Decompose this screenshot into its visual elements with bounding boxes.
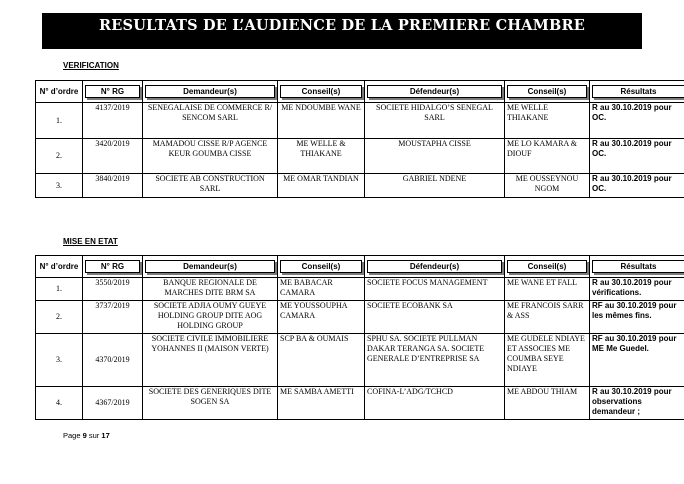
header-demandeur: Demandeur(s) [143,81,278,103]
defendeur-cell: SPHU SA. SOCIETE PULLMAN DAKAR TERANGA SA. SOCIETE GENERALE D’ENTREPRISE SA [365,334,505,387]
page-number [63,431,110,440]
rg-number: 4137/2019 [83,103,143,139]
table-header-row [36,256,684,278]
page-separator: sur [88,431,100,440]
section-title-mise-en-etat: MISE EN ETAT [63,237,118,246]
header-defendeur: Défendeur(s) [365,256,505,278]
conseil-cell: ME NDOUMBE WANE [278,103,365,139]
rg-number: 3550/2019 [83,278,143,301]
rg-number: 3737/2019 [83,301,143,334]
page-prefix: Page [63,431,81,440]
row-number: 2. [36,139,83,174]
header-resultats: Résultats [590,256,684,278]
header-demandeur: Demandeur(s) [143,256,278,278]
conseil-cell: ME WELLE & THIAKANE [278,139,365,174]
current-page: 9 [82,431,87,440]
table-row [36,387,684,420]
conseil-cell: ME SAMBA AMETTI [278,387,365,420]
header-defendeur: Défendeur(s) [365,81,505,103]
resultats-cell: R au 30.10.2019 pour vérifications. [590,278,684,301]
header-conseil: Conseil(s) [505,81,590,103]
page-banner [42,13,642,49]
row-number: 1. [36,278,83,301]
defendeur-cell: COFINA-L’ADG/TCHCD [365,387,505,420]
page-title: RESULTATS DE L’AUDIENCE DE LA PREMIERE CHAMBRE [99,17,585,34]
defendeur-cell: SOCIETE ECOBANK SA [365,301,505,334]
table-header-row [36,81,684,103]
table-row [36,103,684,139]
conseil-cell: ME WELLE THIAKANE [505,103,590,139]
table-row [36,139,684,174]
header-rg: N° RG [83,256,143,278]
resultats-cell: R au 30.10.2019 pour OC. [590,174,684,198]
demandeur-cell: SOCIETE ADJIA OUMY GUEYE HOLDING GROUP DITE AOG HOLDING GROUP [143,301,278,334]
demandeur-cell: SOCIETE AB CONSTRUCTION SARL [143,174,278,198]
total-pages: 17 [101,431,110,440]
defendeur-cell: SOCIETE FOCUS MANAGEMENT [365,278,505,301]
defendeur-cell: GABRIEL NDENE [365,174,505,198]
conseil-cell: ME LO KAMARA & DIOUF [505,139,590,174]
demandeur-cell: MAMADOU CISSE R/P AGENCE KEUR GOUMBA CISSE [143,139,278,174]
table-row [36,174,684,198]
demandeur-cell: SOCIETE DES GENERIQUES DITE SOGEN SA [143,387,278,420]
conseil-cell: ME OMAR TANDIAN [278,174,365,198]
header-rg: N° RG [83,81,143,103]
verification-table [35,80,684,198]
resultats-cell: R au 30.10.2019 pour OC. [590,139,684,174]
conseil-cell: ME YOUSSOUPHA CAMARA [278,301,365,334]
rg-number: 3420/2019 [83,139,143,174]
resultats-cell: RF au 30.10.2019 pour ME Me Guedel. [590,334,684,387]
row-number: 2. [36,301,83,334]
row-number: 4. [36,387,83,420]
resultats-cell: R au 30.10.2019 pour OC. [590,103,684,139]
resultats-cell: R au 30.10.2019 pour observations demandeur ; [590,387,684,420]
table-row [36,301,684,334]
header-conseil: Conseil(s) [278,81,365,103]
header-no: N° d’ordre [36,256,83,278]
conseil-cell: SCP BA & OUMAIS [278,334,365,387]
row-number: 3. [36,334,83,387]
conseil-cell: ME WANE ET FALL [505,278,590,301]
conseil-cell: ME FRANCOIS SARR & ASS [505,301,590,334]
demandeur-cell: SENEGALAISE DE COMMERCE R/ SENCOM SARL [143,103,278,139]
table-row [36,334,684,387]
header-conseil: Conseil(s) [278,256,365,278]
rg-number: 3840/2019 [83,174,143,198]
row-number: 3. [36,174,83,198]
mise-en-etat-table [35,255,684,420]
defendeur-cell: SOCIETE HIDALGO’S SENEGAL SARL [365,103,505,139]
conseil-cell: ME BABACAR CAMARA [278,278,365,301]
conseil-cell: ME ABDOU THIAM [505,387,590,420]
header-no: N° d’ordre [36,81,83,103]
table-row [36,278,684,301]
row-number: 1. [36,103,83,139]
demandeur-cell: SOCIETE CIVILE IMMOBILIERE YOHANNES II (MAISON VERTE) [143,334,278,387]
conseil-cell: ME OUSSEYNOU NGOM [505,174,590,198]
header-conseil: Conseil(s) [505,256,590,278]
resultats-cell: RF au 30.10.2019 pour les mêmes fins. [590,301,684,334]
header-resultats: Résultats [590,81,684,103]
rg-number: 4367/2019 [83,387,143,420]
section-title-verification: VERIFICATION [63,61,119,70]
rg-number: 4370/2019 [83,334,143,387]
demandeur-cell: BANQUE REGIONALE DE MARCHES DITE BRM SA [143,278,278,301]
conseil-cell: ME GUDELE NDIAYE ET ASSOCIES ME COUMBA SEYE NDIAYE [505,334,590,387]
defendeur-cell: MOUSTAPHA CISSE [365,139,505,174]
